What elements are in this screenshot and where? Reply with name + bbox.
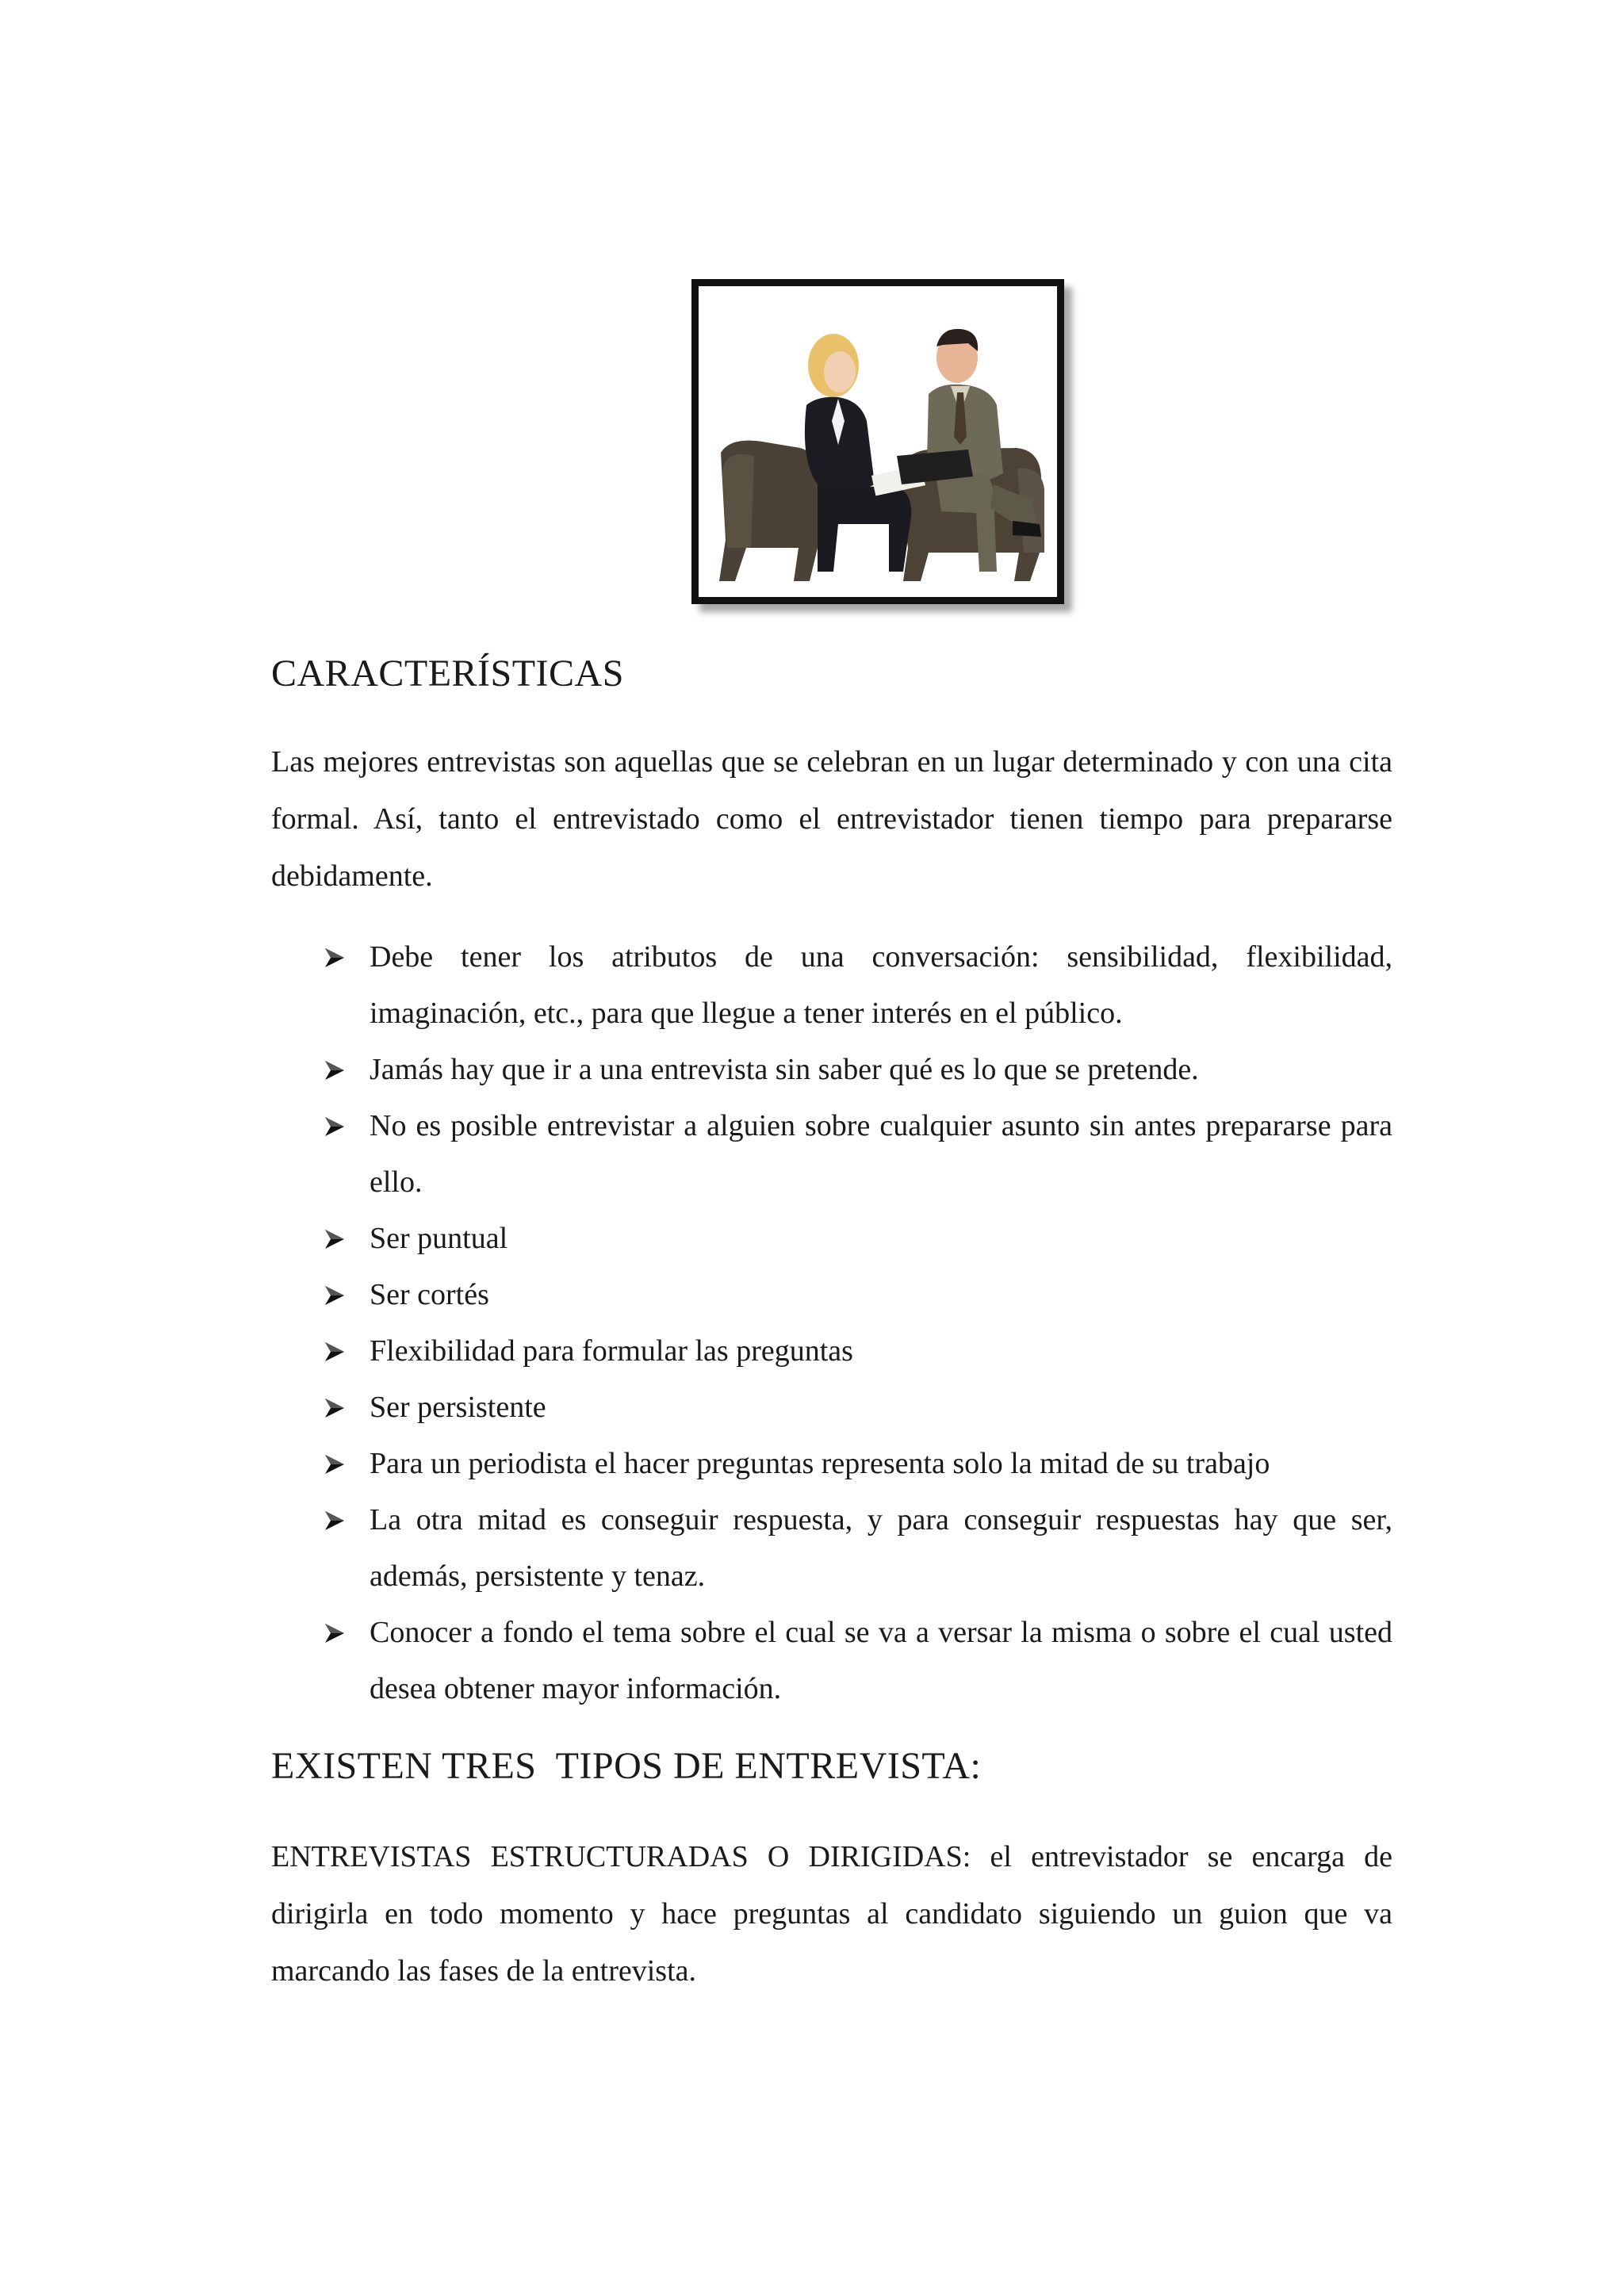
list-item (271, 1211, 1392, 1267)
section-heading: EXISTEN TRES TIPOS DE ENTREVISTA: (271, 1745, 982, 1787)
tipos-block (271, 1828, 1392, 1999)
arrow-bullet-icon (324, 1098, 347, 1154)
list-item-text: Flexibilidad para formular las preguntas (370, 1334, 853, 1368)
arrow-bullet-icon (324, 1380, 347, 1436)
list-item-text: No es posible entrevistar a alguien sobre cualquier asunto sin antes prepararse para ello. (370, 1109, 1392, 1199)
arrow-bullet-icon (324, 1323, 347, 1380)
intro-paragraph: Las mejores entrevistas son aquellas que se celebran en un lugar determinado y con una cita formal. Así, tanto el entrevistado como el entrevistador tienen tiempo para prepararse debidamente. (271, 745, 1392, 893)
list-item (271, 1098, 1392, 1211)
arrow-bullet-icon (324, 1267, 347, 1323)
list-item (271, 1605, 1392, 1717)
arrow-bullet-icon (324, 1436, 347, 1492)
arrow-bullet-icon (324, 1211, 347, 1267)
list-item (271, 1380, 1392, 1436)
list-item-text: Ser persistente (370, 1391, 546, 1424)
arrow-bullet-icon (324, 929, 347, 985)
characteristics-list (271, 929, 1392, 1717)
section-caracteristicas (271, 652, 1392, 695)
interview-illustration (699, 286, 1057, 597)
list-item (271, 1323, 1392, 1380)
list-item (271, 1042, 1392, 1098)
section-heading: CARACTERÍSTICAS (271, 652, 624, 695)
list-item (271, 1267, 1392, 1323)
list-item (271, 1492, 1392, 1605)
section-tipos (271, 1744, 1392, 1788)
bullet-list (271, 929, 1392, 1717)
list-item-text: Ser puntual (370, 1222, 508, 1255)
list-item-text: Jamás hay que ir a una entrevista sin saber qué es lo que se pretende. (370, 1053, 1199, 1086)
list-item-text: Ser cortés (370, 1278, 489, 1311)
list-item (271, 1436, 1392, 1492)
list-item-text: La otra mitad es conseguir respuesta, y para conseguir respuestas hay que ser, además, persistente y tenaz. (370, 1503, 1392, 1593)
arrow-bullet-icon (324, 1605, 347, 1661)
list-item-text: Para un periodista el hacer preguntas representa solo la mitad de su trabajo (370, 1447, 1270, 1480)
interview-photo (691, 279, 1064, 604)
intro-block (271, 733, 1392, 905)
arrow-bullet-icon (324, 1492, 347, 1548)
list-item-text: Conocer a fondo el tema sobre el cual se va a versar la misma o sobre el cual usted desea obtener mayor información. (370, 1616, 1392, 1705)
tipos-paragraph: ENTREVISTAS ESTRUCTURADAS O DIRIGIDAS: el entrevistador se encarga de dirigirla en todo momento y hace preguntas al candidato siguiendo un guion que va marcando las fases de la entrevista. (271, 1840, 1392, 1988)
list-item (271, 929, 1392, 1042)
list-item-text: Debe tener los atributos de una conversación: sensibilidad, flexibilidad, imaginación, etc., para que llegue a tener interés en el público. (370, 940, 1392, 1030)
arrow-bullet-icon (324, 1042, 347, 1098)
